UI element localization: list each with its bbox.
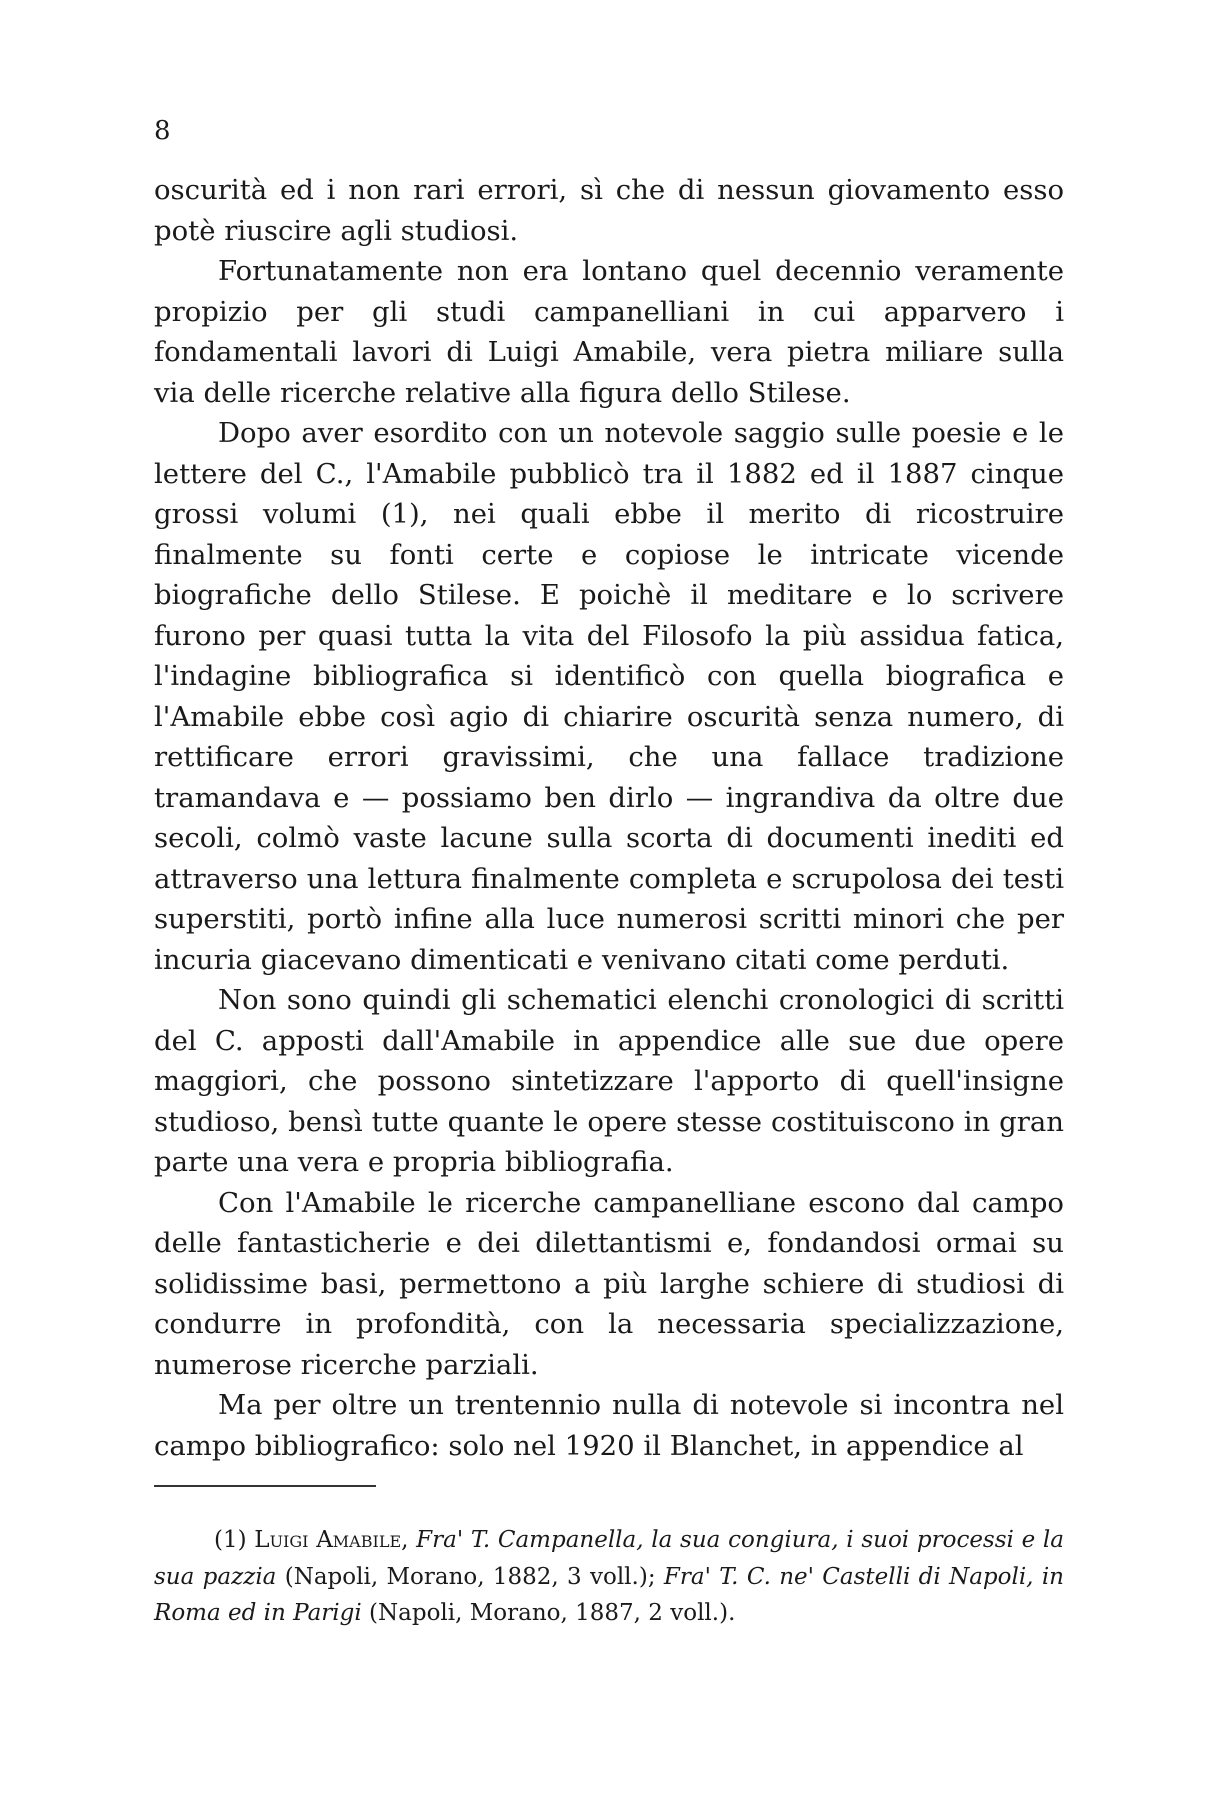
paragraph-5: Con l'Amabile le ricerche campanelliane escono dal campo delle fantasticherie e dei dilettantismi e, fondandosi ormai su solidissime basi, permettono a più larghe schiere di studiosi di condurre in profondità, con la necessaria specializzazione, numerose ricerche parziali. (154, 1186, 1064, 1381)
footnote-author: Luigi Amabile (254, 1527, 402, 1553)
paragraph-4: Non sono quindi gli schematici elenchi cronologici di scritti del C. apposti dall'Amabile in appendice alle sue due opere maggiori, che possono sintetizzare l'apporto di quell'insigne studioso, bensì tutte quante le opere stesse costituiscono in gran parte una vera e propria bibliografia. (154, 984, 1064, 1178)
paragraph-6: Ma per oltre un trentennio nulla di notevole si incontra nel campo bibliografico: solo nel 1920 il Blanchet, in appendice al (154, 1389, 1064, 1462)
footnote-title-2: Fra' T. C. ne' Castelli di Napoli, in Roma ed in Parigi (154, 1563, 1064, 1626)
paragraph-2: Fortunatamente non era lontano quel decennio veramente propizio per gli studi campanelliani in cui apparvero i fondamentali lavori di Luigi Amabile, vera pietra miliare sulla via delle ricerche relative alla figura dello Stilese. (154, 255, 1064, 409)
footnote (154, 1522, 1064, 1632)
paragraph-1: oscurità ed i non rari errori, sì che di nessun giovamento esso potè riuscire agli studiosi. (154, 174, 1064, 247)
paragraph-3: Dopo aver esordito con un notevole saggio sulle poesie e le lettere del C., l'Amabile pubblicò tra il 1882 ed il 1887 cinque grossi volumi (1), nei quali ebbe il merito di ricostruire finalmente su fonti certe e copiose le intricate vicende biografiche dello Stilese. E poichè il meditare e lo scrivere furono per quasi tutta la vita del Filosofo la più assidua fatica, l'indagine bibliografica si identificò con quella biografica e l'Amabile ebbe così agio di chiarire oscurità senza numero, di rettificare errori gravissimi, che una fallace tradizione tramandava e — possiamo ben dirlo — ingrandiva da oltre due secoli, colmò vaste lacune sulla scorta di documenti inediti ed attraverso una lettura finalmente completa e scrupolosa dei testi superstiti, portò infine alla luce numerosi scritti minori che per incuria giacevano dimenticati e venivano citati come perduti. (154, 417, 1064, 976)
body-text (154, 170, 1064, 1466)
page-number: 8 (154, 116, 171, 146)
footnote-divider (154, 1485, 376, 1487)
footnote-publication-1: (Napoli, Morano, 1882, 3 voll.); (276, 1563, 664, 1590)
footnote-separator: , (401, 1527, 417, 1553)
footnote-publication-2: (Napoli, Morano, 1887, 2 voll.). (361, 1600, 736, 1626)
footnote-title-1: Fra' T. Campanella, la sua congiura, i suoi processi e la sua pazzia (154, 1527, 1065, 1590)
footnote-marker: (1) (214, 1527, 255, 1553)
